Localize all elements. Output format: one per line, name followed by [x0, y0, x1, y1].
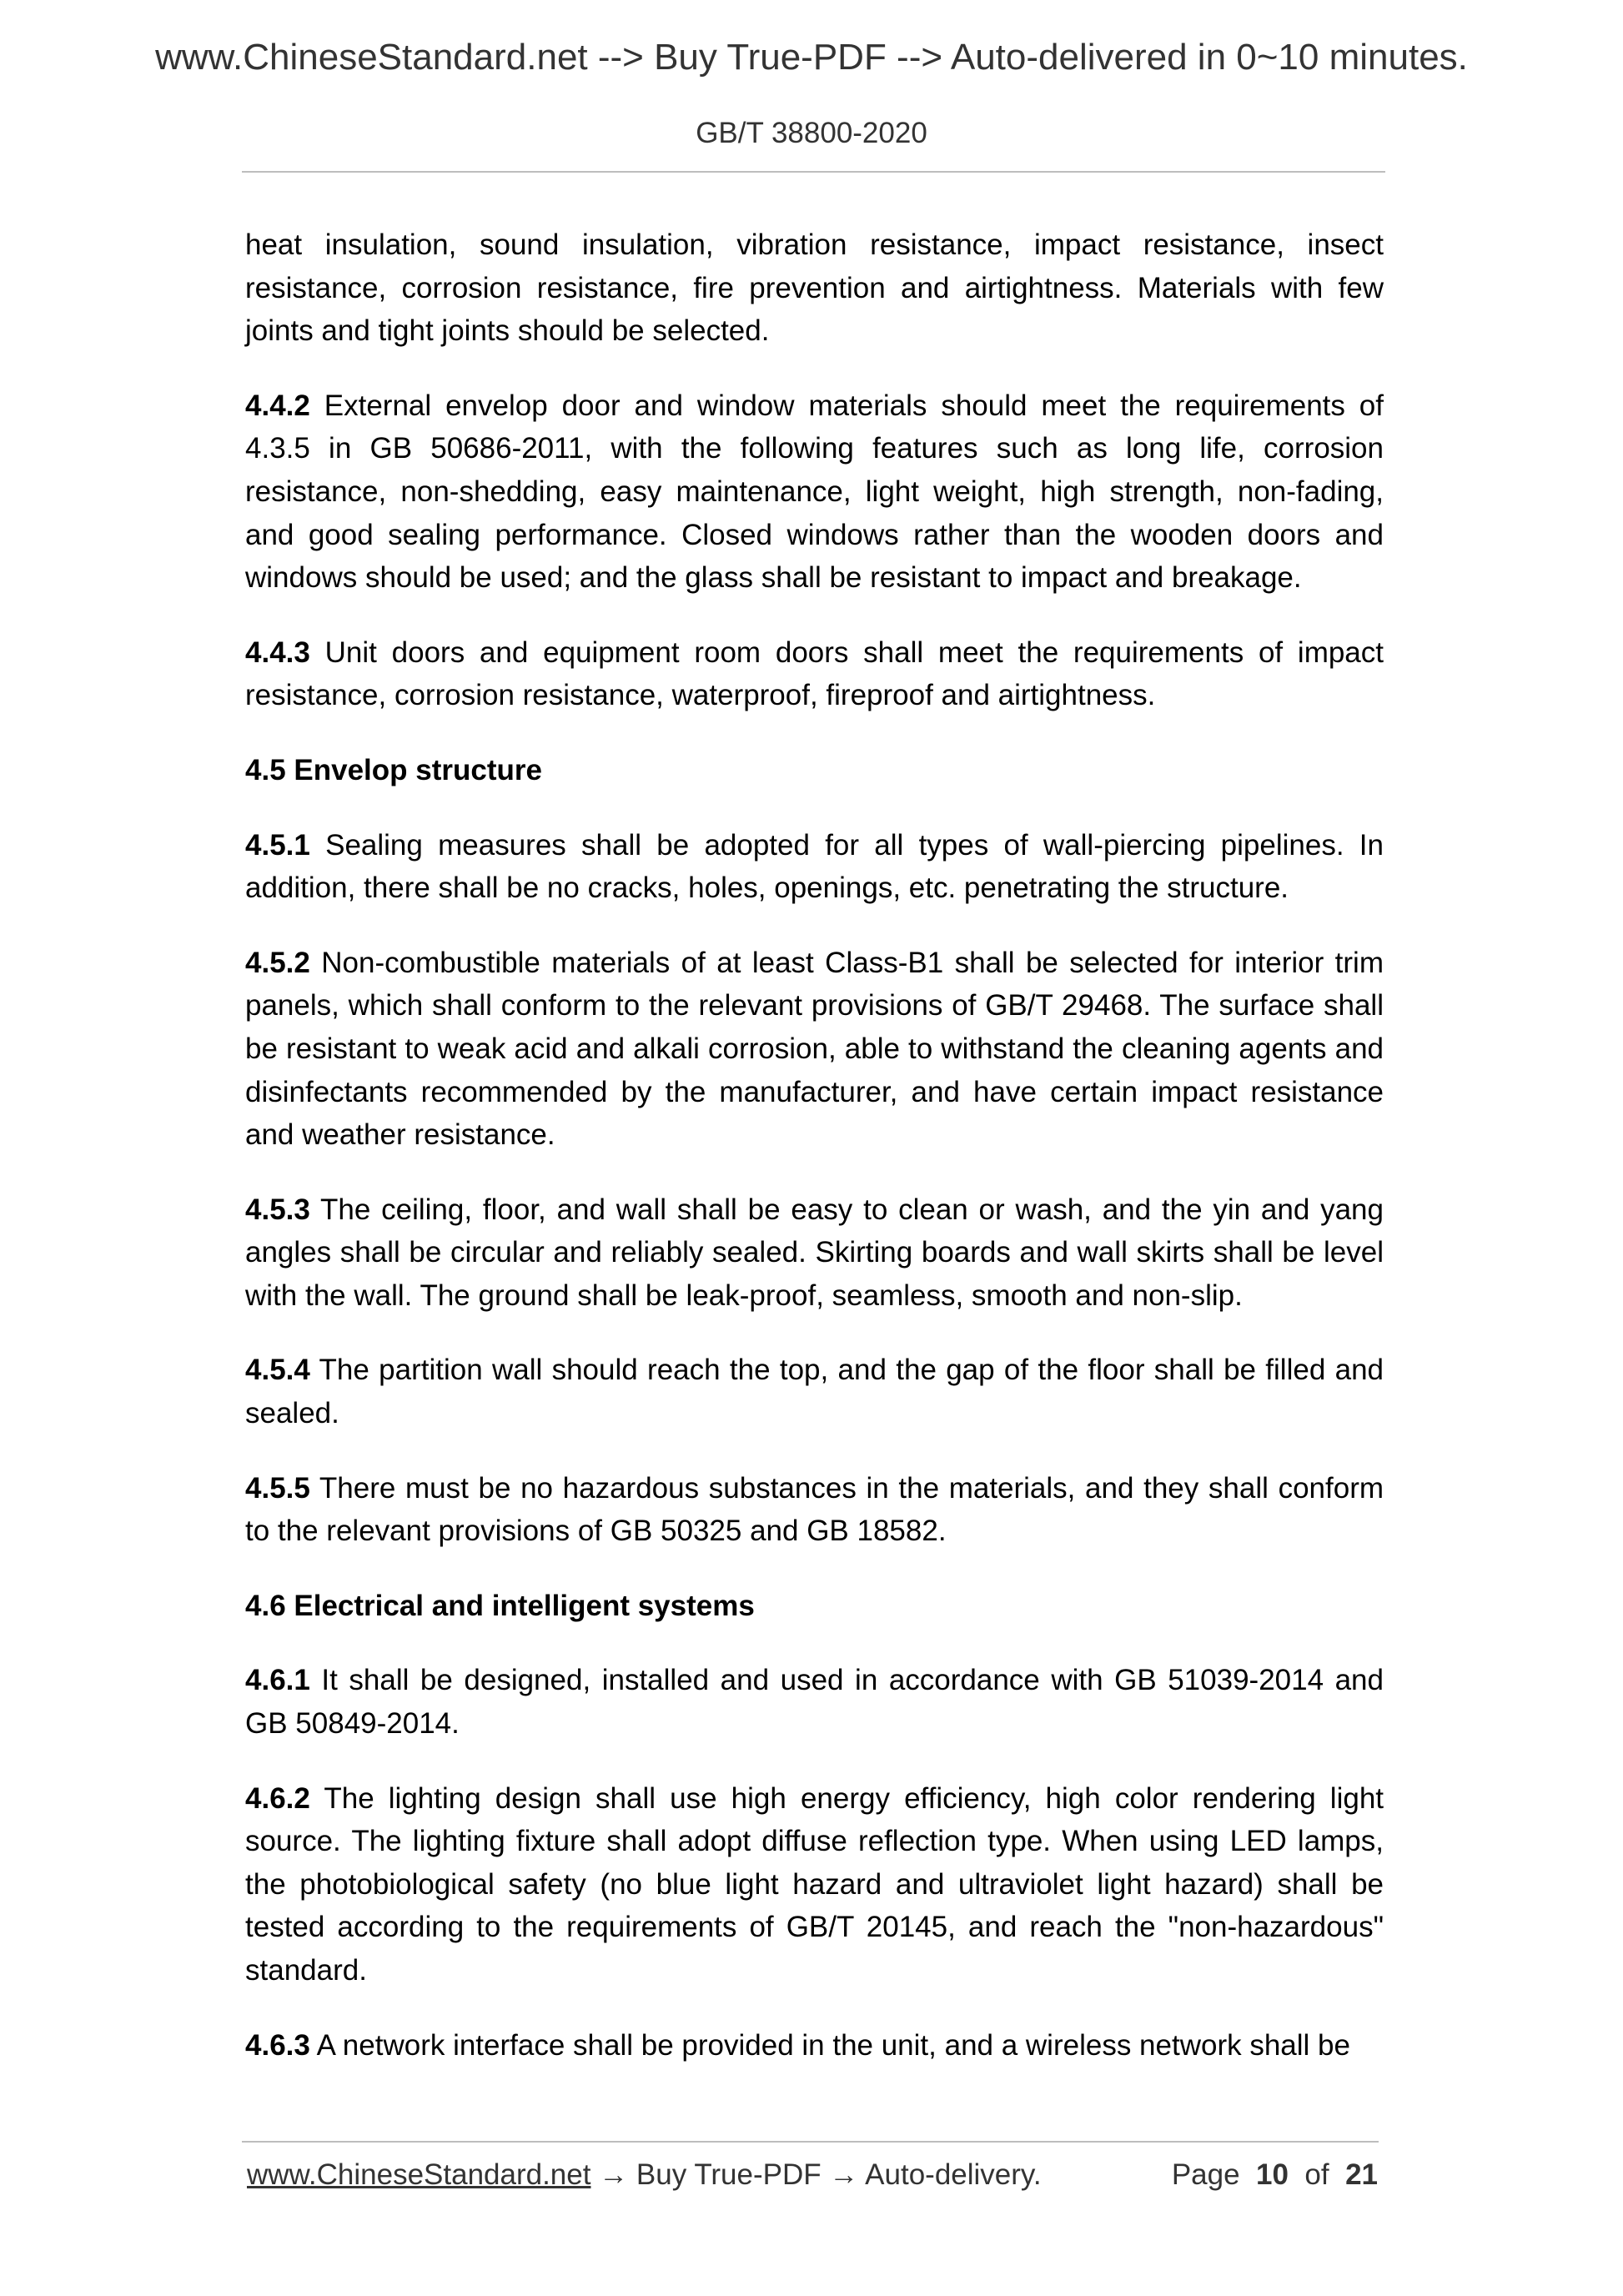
footer-divider — [242, 2141, 1379, 2143]
clause-text: Non-combustible materials of at least Class-B1 shall be selected for interior trim panels, which shall conform to the relevant provisions of GB/T 29468. The surface shall be resistant to weak acid and alkali corrosion, able to withstand the cleaning agents and disinfectants recommended by the manufacturer, and have certain impact resistance and weather resistance. — [245, 946, 1384, 1152]
header-banner: www.ChineseStandard.net --> Buy True-PDF --> Auto-delivered in 0~10 minutes. — [155, 37, 1468, 78]
clause-number: 4.6.3 — [245, 2028, 310, 2062]
clause-text: There must be no hazardous substances in the materials, and they shall conform to the relevant provisions of GB 50325 and GB 18582. — [245, 1471, 1384, 1548]
clause-text: It shall be designed, installed and used in accordance with GB 51039-2014 and GB 50849-2014. — [245, 1664, 1384, 1741]
footer-left — [247, 2158, 1042, 2192]
section-heading-4-5: 4.5 Envelop structure — [245, 753, 542, 786]
page-content — [245, 224, 1384, 2098]
total-pages: 21 — [1345, 2158, 1378, 2191]
clause-number: 4.5.5 — [245, 1471, 310, 1505]
clause-4-6-2 — [245, 1777, 1384, 1992]
page-number: 10 — [1256, 2158, 1289, 2191]
page-word: Page — [1171, 2158, 1240, 2191]
clause-number: 4.5.1 — [245, 828, 310, 862]
clause-number: 4.6.2 — [245, 1781, 310, 1815]
page-indicator — [1172, 2158, 1378, 2192]
clause-text: External envelop door and window materials should meet the requirements of 4.3.5 in GB 50686-2011, with the following features such as long life, corrosion resistance, non-shedding, easy maintenance, light weight, high strength, non-fading, and good sealing performance. Closed windows rather than the wooden doors and windows should be used; and the glass shall be resistant to impact and breakage. — [245, 389, 1384, 595]
clause-4-5-5 — [245, 1467, 1384, 1553]
paragraph-continuation: heat insulation, sound insulation, vibration resistance, impact resistance, insect resistance, corrosion resistance, fire prevention and airtightness. Materials with few joints and tight joints should be selected. — [245, 229, 1384, 348]
clause-number: 4.4.2 — [245, 389, 310, 422]
clause-number: 4.5.4 — [245, 1354, 310, 1387]
clause-4-5-4 — [245, 1349, 1384, 1434]
document-id: GB/T 38800-2020 — [696, 117, 927, 149]
clause-4-4-2 — [245, 384, 1384, 600]
clause-number: 4.6.1 — [245, 1664, 310, 1697]
clause-text: The partition wall should reach the top, and the gap of the floor shall be filled and sealed. — [245, 1354, 1384, 1430]
clause-number: 4.4.3 — [245, 636, 310, 669]
footer-tagline: → Buy True-PDF → Auto-delivery. — [590, 2158, 1042, 2191]
clause-4-6-3 — [245, 2024, 1384, 2067]
of-word: of — [1304, 2158, 1329, 2191]
footer-link[interactable]: www.ChineseStandard.net — [247, 2158, 591, 2191]
clause-4-5-3 — [245, 1188, 1384, 1318]
clause-4-4-3 — [245, 631, 1384, 717]
header-divider — [242, 171, 1385, 173]
section-heading-4-6: 4.6 Electrical and intelligent systems — [245, 1589, 755, 1622]
clause-4-5-2 — [245, 942, 1384, 1157]
clause-4-5-1 — [245, 824, 1384, 910]
clause-text: Sealing measures shall be adopted for all types of wall-piercing pipelines. In addition, there shall be no cracks, holes, openings, etc. penetrating the structure. — [245, 828, 1384, 905]
page-footer — [247, 2158, 1378, 2192]
clause-number: 4.5.3 — [245, 1193, 310, 1226]
clause-number: 4.5.2 — [245, 946, 310, 979]
clause-text: A network interface shall be provided in the unit, and a wireless network shall be — [316, 2028, 1350, 2062]
clause-text: The ceiling, floor, and wall shall be easy to clean or wash, and the yin and yang angles shall be circular and reliably sealed. Skirting boards and wall skirts shall be level with the wall. The ground shall be leak-proof, seamless, smooth and non-slip. — [245, 1193, 1384, 1312]
clause-text: Unit doors and equipment room doors shall meet the requirements of impact resistance, corrosion resistance, waterproof, fireproof and airtightness. — [245, 636, 1384, 712]
clause-4-6-1 — [245, 1659, 1384, 1745]
clause-text: The lighting design shall use high energy efficiency, high color rendering light source. The lighting fixture shall adopt diffuse reflection type. When using LED lamps, the photobiological safety (no blue light hazard and ultraviolet light hazard) shall be tested according to the requirements of GB/T 20145, and reach the "non-hazardous" standard. — [245, 1781, 1384, 1987]
